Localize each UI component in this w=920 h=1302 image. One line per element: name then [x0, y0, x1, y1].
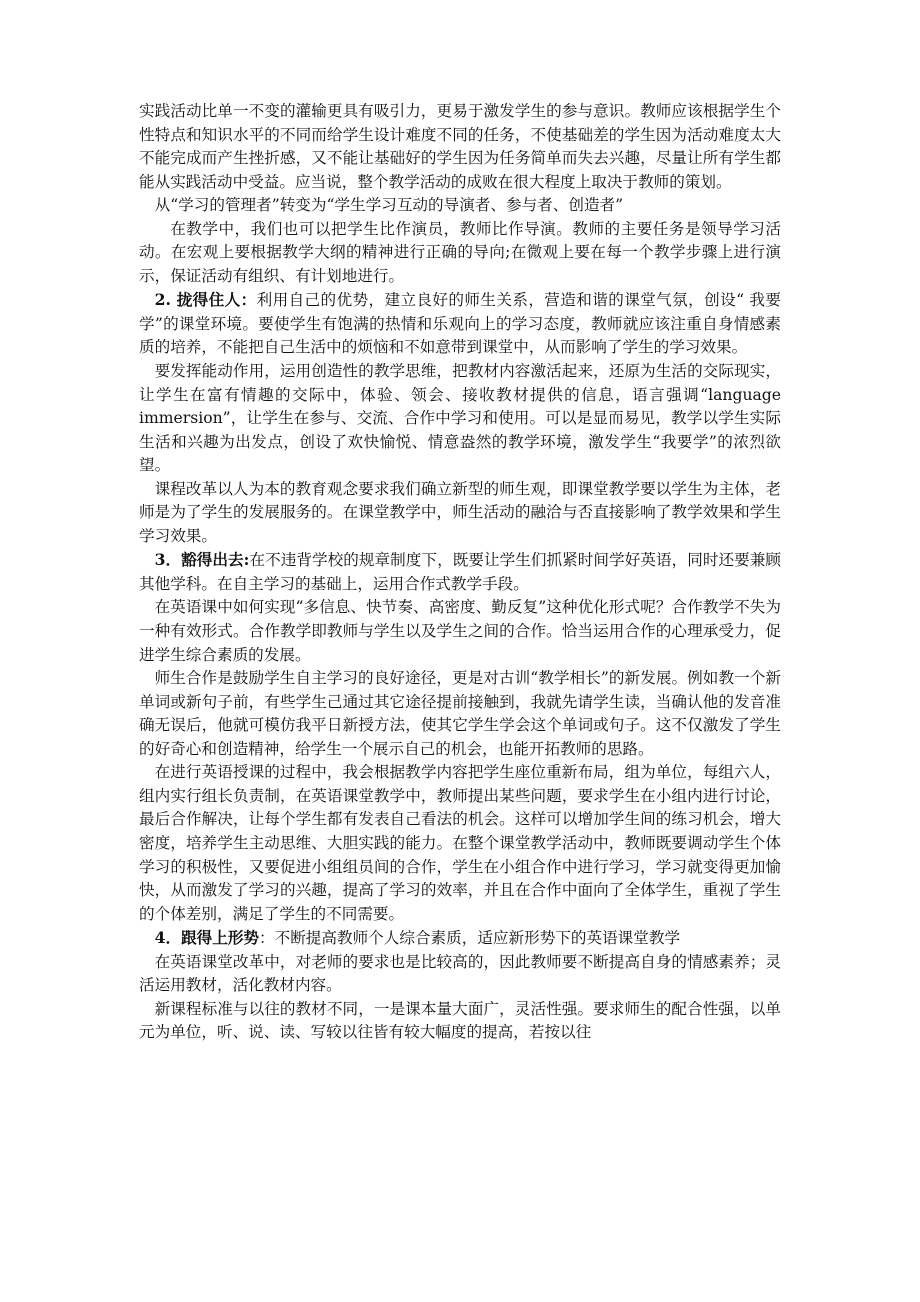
section-heading-3: 3．豁得出去:: [154, 550, 250, 570]
paragraph-5-text: 要发挥能动作用，运用创造性的教学思维，把教材内容激活起来，还原为生活的交际现实，让学生在富有情趣的交际中，体验、领会、接收教材提供的信息，语言强调“language immersion”，让学生在参与、交流、合作中学习和使用。可以是显而易见，教学以学生实际生活和兴趣为出发点，创设了欢快愉悦、情意盎然的教学环境，激发学生“我要学”的浓烈欲望。: [139, 362, 781, 475]
paragraph-10-text: 在进行英语授课的过程中，我会根据教学内容把学生座位重新布局，组为单位，每组六人，组内实行组长负责制，在英语课堂教学中，教师提出某些问题，要求学生在小组内进行讨论，最后合作解决，让每个学生都有发表自己看法的机会。这样可以增加学生间的练习机会，增大密度，培养学生主动思维、大胆实践的能力。在整个课堂教学活动中，教师既要调动学生个体学习的积极性，又要促进小组组员间的合作，学生在小组合作中进行学习，学习就变得更加愉快，从而激发了学习的兴趣，提高了学习的效率，并且在合作中面向了全体学生，重视了学生的个体差别，满足了学生的不同需要。: [139, 763, 781, 923]
paragraph-13-text: 新课程标准与以往的教材不同，一是课本量大面广，灵活性强。要求师生的配合性强，以单元为单位，听、说、读、写较以往皆有较大幅度的提高，若按以往: [139, 999, 781, 1042]
paragraph-7-text: 在不违背学校的规章制度下，既要让学生们抓紧时间学好英语，同时还要兼顾其他学科。在自主学习的基础上，运用合作式教学手段。: [139, 551, 781, 593]
paragraph-10: [139, 761, 781, 926]
section-heading-4: 4．跟得上形势: [154, 928, 260, 948]
paragraph-6: [139, 478, 781, 549]
paragraph-3: [139, 218, 781, 289]
paragraph-12-text: 在英语课堂改革中，对老师的要求也是比较高的，因此教师要不断提高自身的情感素养；灵活运用教材，活化教材内容。: [139, 952, 781, 995]
paragraph-8: [139, 596, 781, 667]
paragraph-12: [139, 951, 781, 998]
paragraph-6-text: 课程改革以人为本的教育观念要求我们确立新型的师生观，即课堂教学要以学生为主体，老师是为了学生的发展服务的。在课堂教学中，师生活动的融洽与否直接影响了教学效果和学生学习效果。: [139, 479, 781, 545]
paragraph-3-text: 在教学中，我们也可以把学生比作演员，教师比作导演。教师的主要任务是领导学习活动。在宏观上要根据教学大纲的精神进行正确的导向;在微观上要在每一个教学步骤上进行演示，保证活动有组织、有计划地进行。: [139, 219, 781, 285]
paragraph-5: [139, 360, 781, 478]
section-heading-2: 2. 拢得住人：: [154, 290, 257, 310]
paragraph-1: [139, 100, 781, 194]
paragraph-4: [139, 288, 781, 360]
paragraph-13: [139, 998, 781, 1045]
paragraph-9: [139, 667, 781, 761]
paragraph-1-text: 实践活动比单一不变的灌输更具有吸引力，更易于激发学生的参与意识。教师应该根据学生个性特点和知识水平的不同而给学生设计难度不同的任务，不使基础差的学生因为活动难度太大不能完成而产生挫折感，又不能让基础好的学生因为任务简单而失去兴趣，尽量让所有学生都能从实践活动中受益。应当说，整个教学活动的成败在很大程度上取决于教师的策划。: [139, 102, 781, 191]
document-page: [139, 100, 781, 1045]
paragraph-2: [139, 194, 781, 218]
paragraph-9-text: 师生合作是鼓励学生自主学习的良好途径，更是对古训“教学相长”的新发展。例如教一个新单词或新句子前，有些学生己通过其它途径提前接触到，我就先请学生读，当确认他的发音准确无误后，他就可模仿我平日新授方法，使其它学生学会这个单词或句子。这不仅激发了学生的好奇心和创造精神，给学生一个展示自己的机会，也能开拓教师的思路。: [139, 669, 781, 758]
paragraph-7: [139, 548, 781, 596]
paragraph-4-text: 利用自己的优势，建立良好的师生关系，营造和谐的课堂气氛，创设“ 我要学”的课堂环境。要使学生有饱满的热情和乐观向上的学习态度，教师就应该注重自身情感素质的培养，不能把自己生活中的烦恼和不如意带到课堂中，从而影响了学生的学习效果。: [139, 291, 781, 357]
paragraph-11-text: ：不断提高教师个人综合素质，适应新形势下的英语课堂教学: [259, 929, 681, 948]
paragraph-8-text: 在英语课中如何实现“多信息、快节奏、高密度、勤反复”这种优化形式呢？合作教学不失为一种有效形式。合作教学即教师与学生以及学生之间的合作。恰当运用合作的心理承受力，促进学生综合素质的发展。: [139, 598, 781, 664]
paragraph-2-text: 从“学习的管理者”转变为“学生学习互动的导演者、参与者、创造者”: [154, 196, 624, 215]
paragraph-11: [139, 926, 781, 951]
